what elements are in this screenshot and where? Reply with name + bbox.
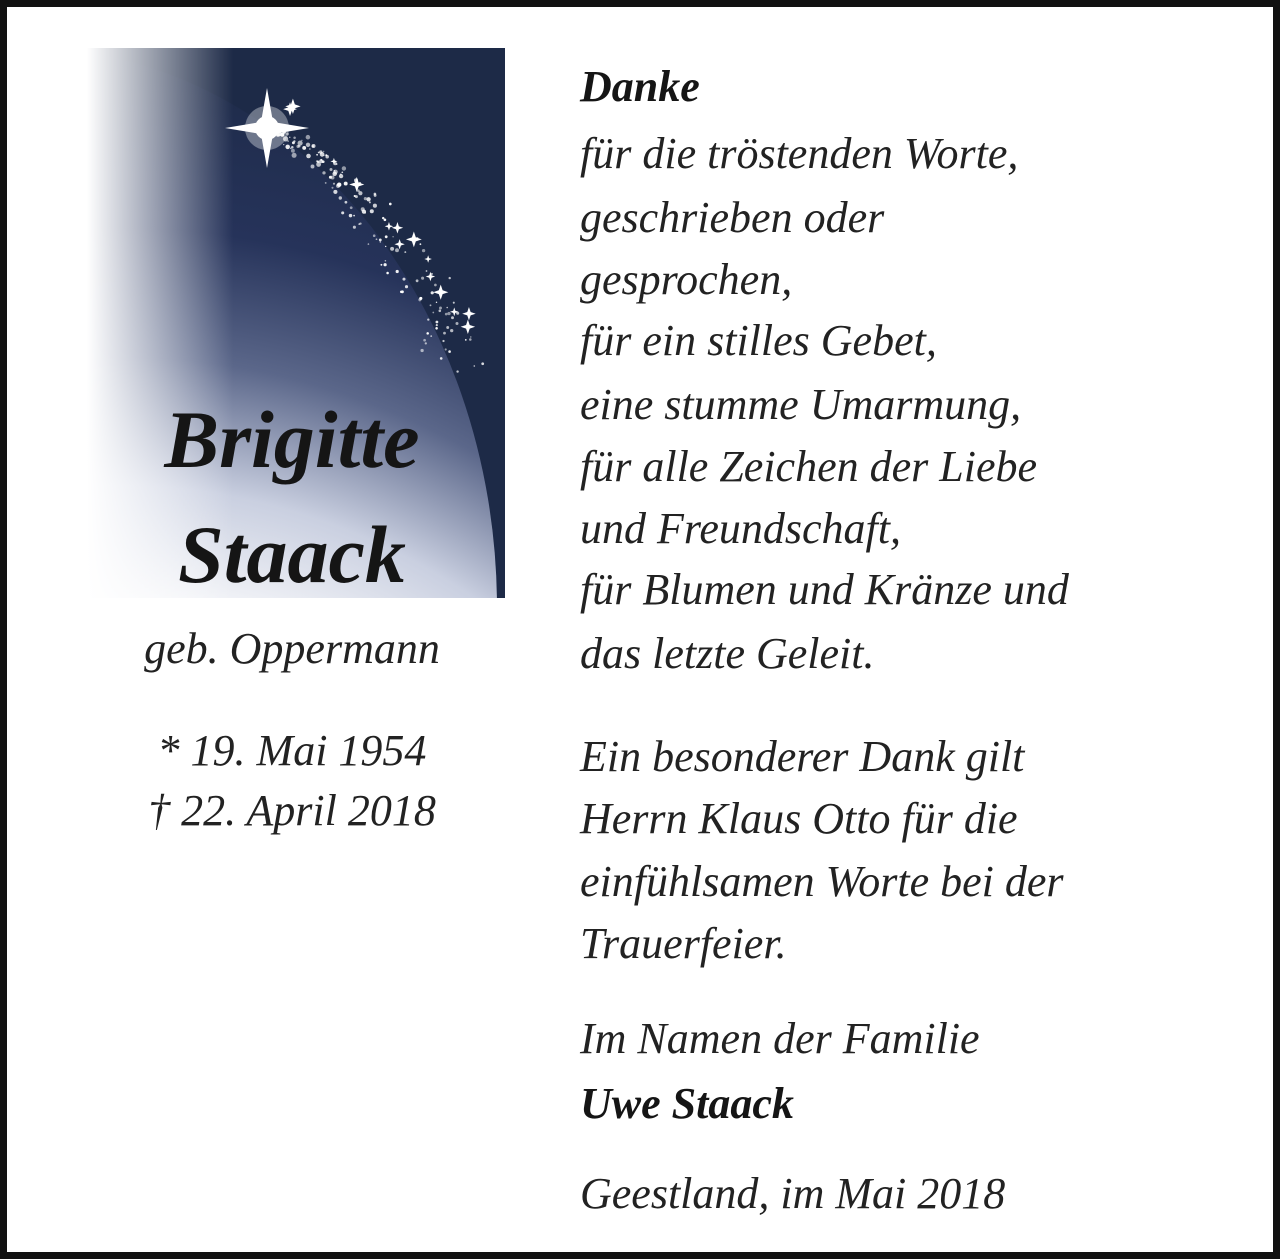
thanks-line: eine stumme Umarmung,	[580, 380, 1022, 429]
signature-name: Uwe Staack	[580, 1079, 794, 1128]
thanks-line: geschrieben oder	[580, 193, 885, 242]
special-thanks-line: Ein besonderer Dank gilt	[580, 732, 1025, 781]
deceased-first-name: Brigitte	[164, 394, 420, 485]
thanks-heading: Danke	[580, 62, 700, 111]
maiden-name: geb. Oppermann	[144, 624, 440, 673]
death-date: † 22. April 2018	[148, 786, 436, 835]
birth-date: * 19. Mai 1954	[157, 726, 427, 775]
deceased-last-name: Staack	[178, 509, 406, 600]
place-date: Geestland, im Mai 2018	[580, 1169, 1006, 1218]
signature-intro: Im Namen der Familie	[580, 1014, 980, 1063]
special-thanks-line: Trauerfeier.	[580, 919, 787, 968]
thanks-line: für ein stilles Gebet,	[580, 316, 937, 365]
thanks-line: für Blumen und Kränze und	[580, 565, 1069, 614]
thanks-line: gesprochen,	[580, 255, 793, 304]
thanks-line: und Freundschaft,	[580, 504, 901, 553]
special-thanks-line: einfühlsamen Worte bei der	[580, 857, 1064, 906]
thanks-line: das letzte Geleit.	[580, 629, 875, 678]
special-thanks-line: Herrn Klaus Otto für die	[580, 794, 1018, 843]
thanks-line: für alle Zeichen der Liebe	[580, 442, 1038, 491]
thanks-line: für die tröstenden Worte,	[580, 129, 1019, 178]
